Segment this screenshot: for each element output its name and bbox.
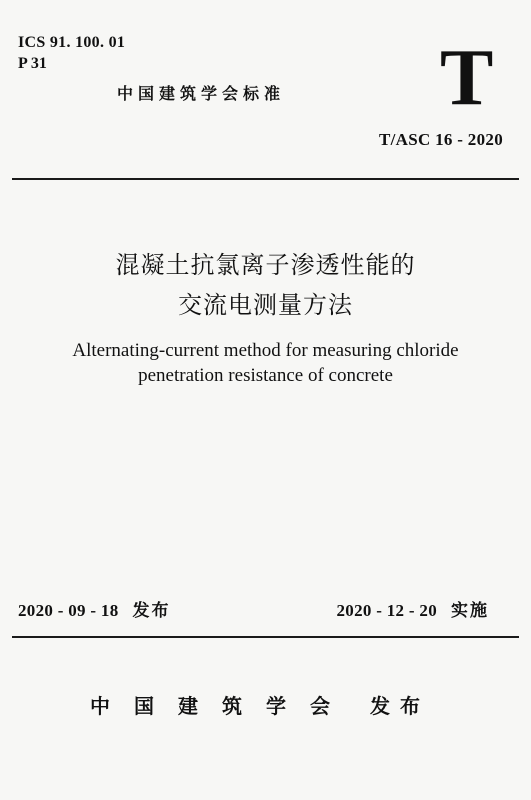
standard-type-label: 中国建筑学会标准 (117, 84, 286, 103)
publisher-name: 中国建筑学会 (90, 694, 354, 718)
top-divider (12, 178, 519, 180)
standard-logo-letter: T (440, 34, 494, 122)
publish-label: 发布 (370, 694, 430, 718)
issue-date-block (18, 600, 171, 622)
implement-date-block (336, 600, 489, 622)
implement-label: 实施 (451, 601, 489, 621)
title-chinese-line-2: 交流电测量方法 (178, 291, 353, 319)
issue-date: 2020 - 09 - 18 (18, 601, 119, 620)
implement-date: 2020 - 12 - 20 (336, 601, 437, 620)
bottom-divider (12, 636, 519, 638)
title-english-line-2: penetration resistance of concrete (138, 365, 393, 386)
title-english-line-1: Alternating-current method for measuring chloride (72, 340, 459, 361)
ics-code: ICS 91. 100. 01 (18, 34, 126, 51)
standard-number: T/ASC 16 - 2020 (379, 130, 503, 149)
issue-label: 发布 (132, 601, 171, 621)
classification-code: P 31 (18, 55, 47, 72)
title-chinese-line-1: 混凝土抗氯离子渗透性能的 (115, 251, 416, 279)
